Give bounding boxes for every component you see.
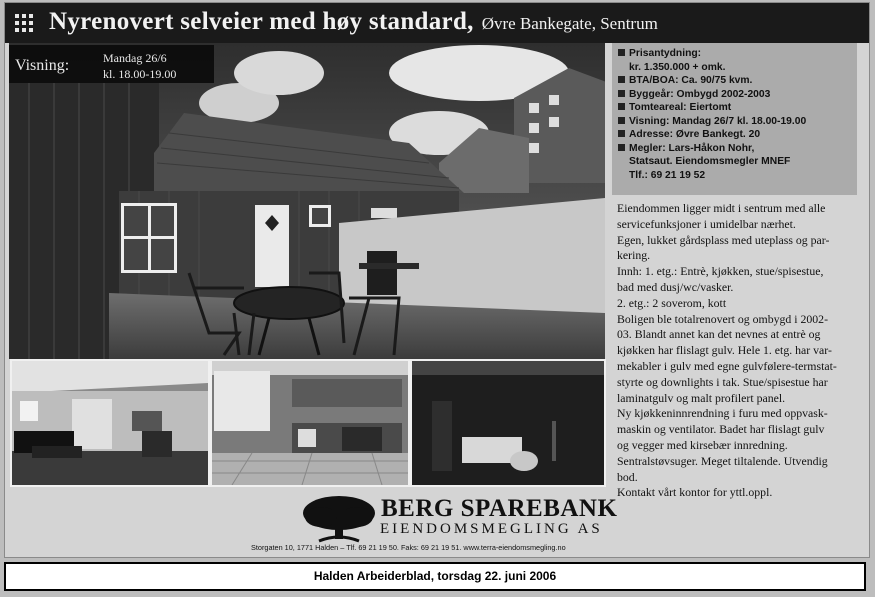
desc-line: Eiendommen ligger midt i sentrum med alle xyxy=(617,201,826,215)
bank-name: BERG SPAREBANK xyxy=(381,495,618,522)
visning-day: Mandag 26/6 xyxy=(103,51,167,65)
fact-phone: Tlf.: 69 21 19 52 xyxy=(629,169,706,181)
desc-line: bod. xyxy=(617,469,638,484)
fact-lot: Tomteareal: Eiertomt xyxy=(618,101,851,115)
fact-price-value: kr. 1.350.000 + omk. xyxy=(629,61,726,73)
desc-line: Egen, lukket gårdsplass med uteplass og par- xyxy=(617,232,830,247)
bullet-square-icon xyxy=(618,76,625,83)
bank-subtitle: EIENDOMSMEGLING AS xyxy=(380,521,603,537)
desc-line: servicefunksjoner i umidelbar nærhet. xyxy=(617,216,796,231)
desc-line: 2. etg.: 2 soverom, kott xyxy=(617,295,727,310)
newspaper-caption: Halden Arbeiderblad, torsdag 22. juni 2006 xyxy=(4,562,866,591)
bullet-square-icon xyxy=(618,117,625,124)
fact-broker: Megler: Lars-Håkon Nohr, xyxy=(618,142,851,156)
kitchen-illustration xyxy=(212,361,408,485)
living-room-illustration xyxy=(12,361,208,485)
ad-title xyxy=(49,8,658,36)
description-text xyxy=(617,201,865,501)
desc-line: kering. xyxy=(617,248,651,263)
bank-address: Storgaten 10, 1771 Halden – Tlf. 69 21 19 50. Faks: 69 21 19 51. www.terra-eiendomsmegling.no xyxy=(251,543,566,552)
desc-line: Ny kjøkkeninnrendning i furu med oppvask- xyxy=(617,406,828,421)
fact-price-label: Prisantydning: xyxy=(618,47,851,61)
thumb-bathroom xyxy=(410,359,606,487)
fact-viewing: Visning: Mandag 26/7 kl. 18.00-19.00 xyxy=(618,115,851,129)
bullet-square-icon xyxy=(618,49,625,56)
desc-line: styrte og downlights i tak. Stue/spisestue har xyxy=(617,374,828,389)
desc-line: Kontakt vårt kontor for yttl.oppl. xyxy=(617,485,773,500)
desc-line: maskin og ventilator. Badet har flislagt gulv xyxy=(617,422,825,437)
desc-line: laminatgulv og malt profilert panel. xyxy=(617,390,786,405)
desc-line: Sentralstøvsuger. Meget tiltalende. Utvendig xyxy=(617,453,828,468)
bullet-square-icon xyxy=(618,90,625,97)
visning-box xyxy=(9,45,214,83)
fact-box xyxy=(612,43,857,195)
bullet-square-icon xyxy=(618,144,625,151)
ad-title-main: Nyrenovert selveier med høy standard, xyxy=(49,8,474,35)
fact-built-year: Byggeår: Ombygd 2002-2003 xyxy=(618,88,851,102)
desc-line: mekabler i gulv med egne gulvfølere-termstat- xyxy=(617,358,837,373)
desc-line: kjøkken har flislagt gulv. Hele 1. etg. har var- xyxy=(617,343,832,358)
grid-dots-icon xyxy=(15,14,33,32)
bullet-square-icon xyxy=(618,103,625,110)
visning-label: Visning: xyxy=(15,57,70,74)
fact-broker-title: Statsaut. Eiendomsmegler MNEF xyxy=(629,156,791,167)
ad-title-location: Øvre Bankegate, Sentrum xyxy=(481,14,658,33)
desc-line: Boligen ble totalrenovert og ombygd i 2002- xyxy=(617,311,828,326)
desc-line: og vegger med kirsebær innredning. xyxy=(617,437,788,452)
desc-line: bad med dusj/wc/vasker. xyxy=(617,279,734,294)
main-photo-courtyard xyxy=(9,43,605,359)
courtyard-illustration xyxy=(9,43,605,359)
ad-header xyxy=(5,3,869,43)
desc-line: Innh: 1. etg.: Entrè, kjøkken, stue/spisestue, xyxy=(617,264,824,279)
thumb-living-room xyxy=(10,359,210,487)
fact-address: Adresse: Øvre Bankegt. 20 xyxy=(618,128,851,142)
oak-tree-icon xyxy=(299,493,379,543)
fact-area: BTA/BOA: Ca. 90/75 kvm. xyxy=(618,74,851,88)
desc-line: 03. Blandt annet kan det nevnes at entrè og xyxy=(617,327,821,342)
thumb-kitchen xyxy=(210,359,410,487)
visning-time: kl. 18.00-19.00 xyxy=(103,67,177,81)
bathroom-illustration xyxy=(412,361,604,485)
bullet-square-icon xyxy=(618,130,625,137)
real-estate-ad xyxy=(4,2,870,558)
